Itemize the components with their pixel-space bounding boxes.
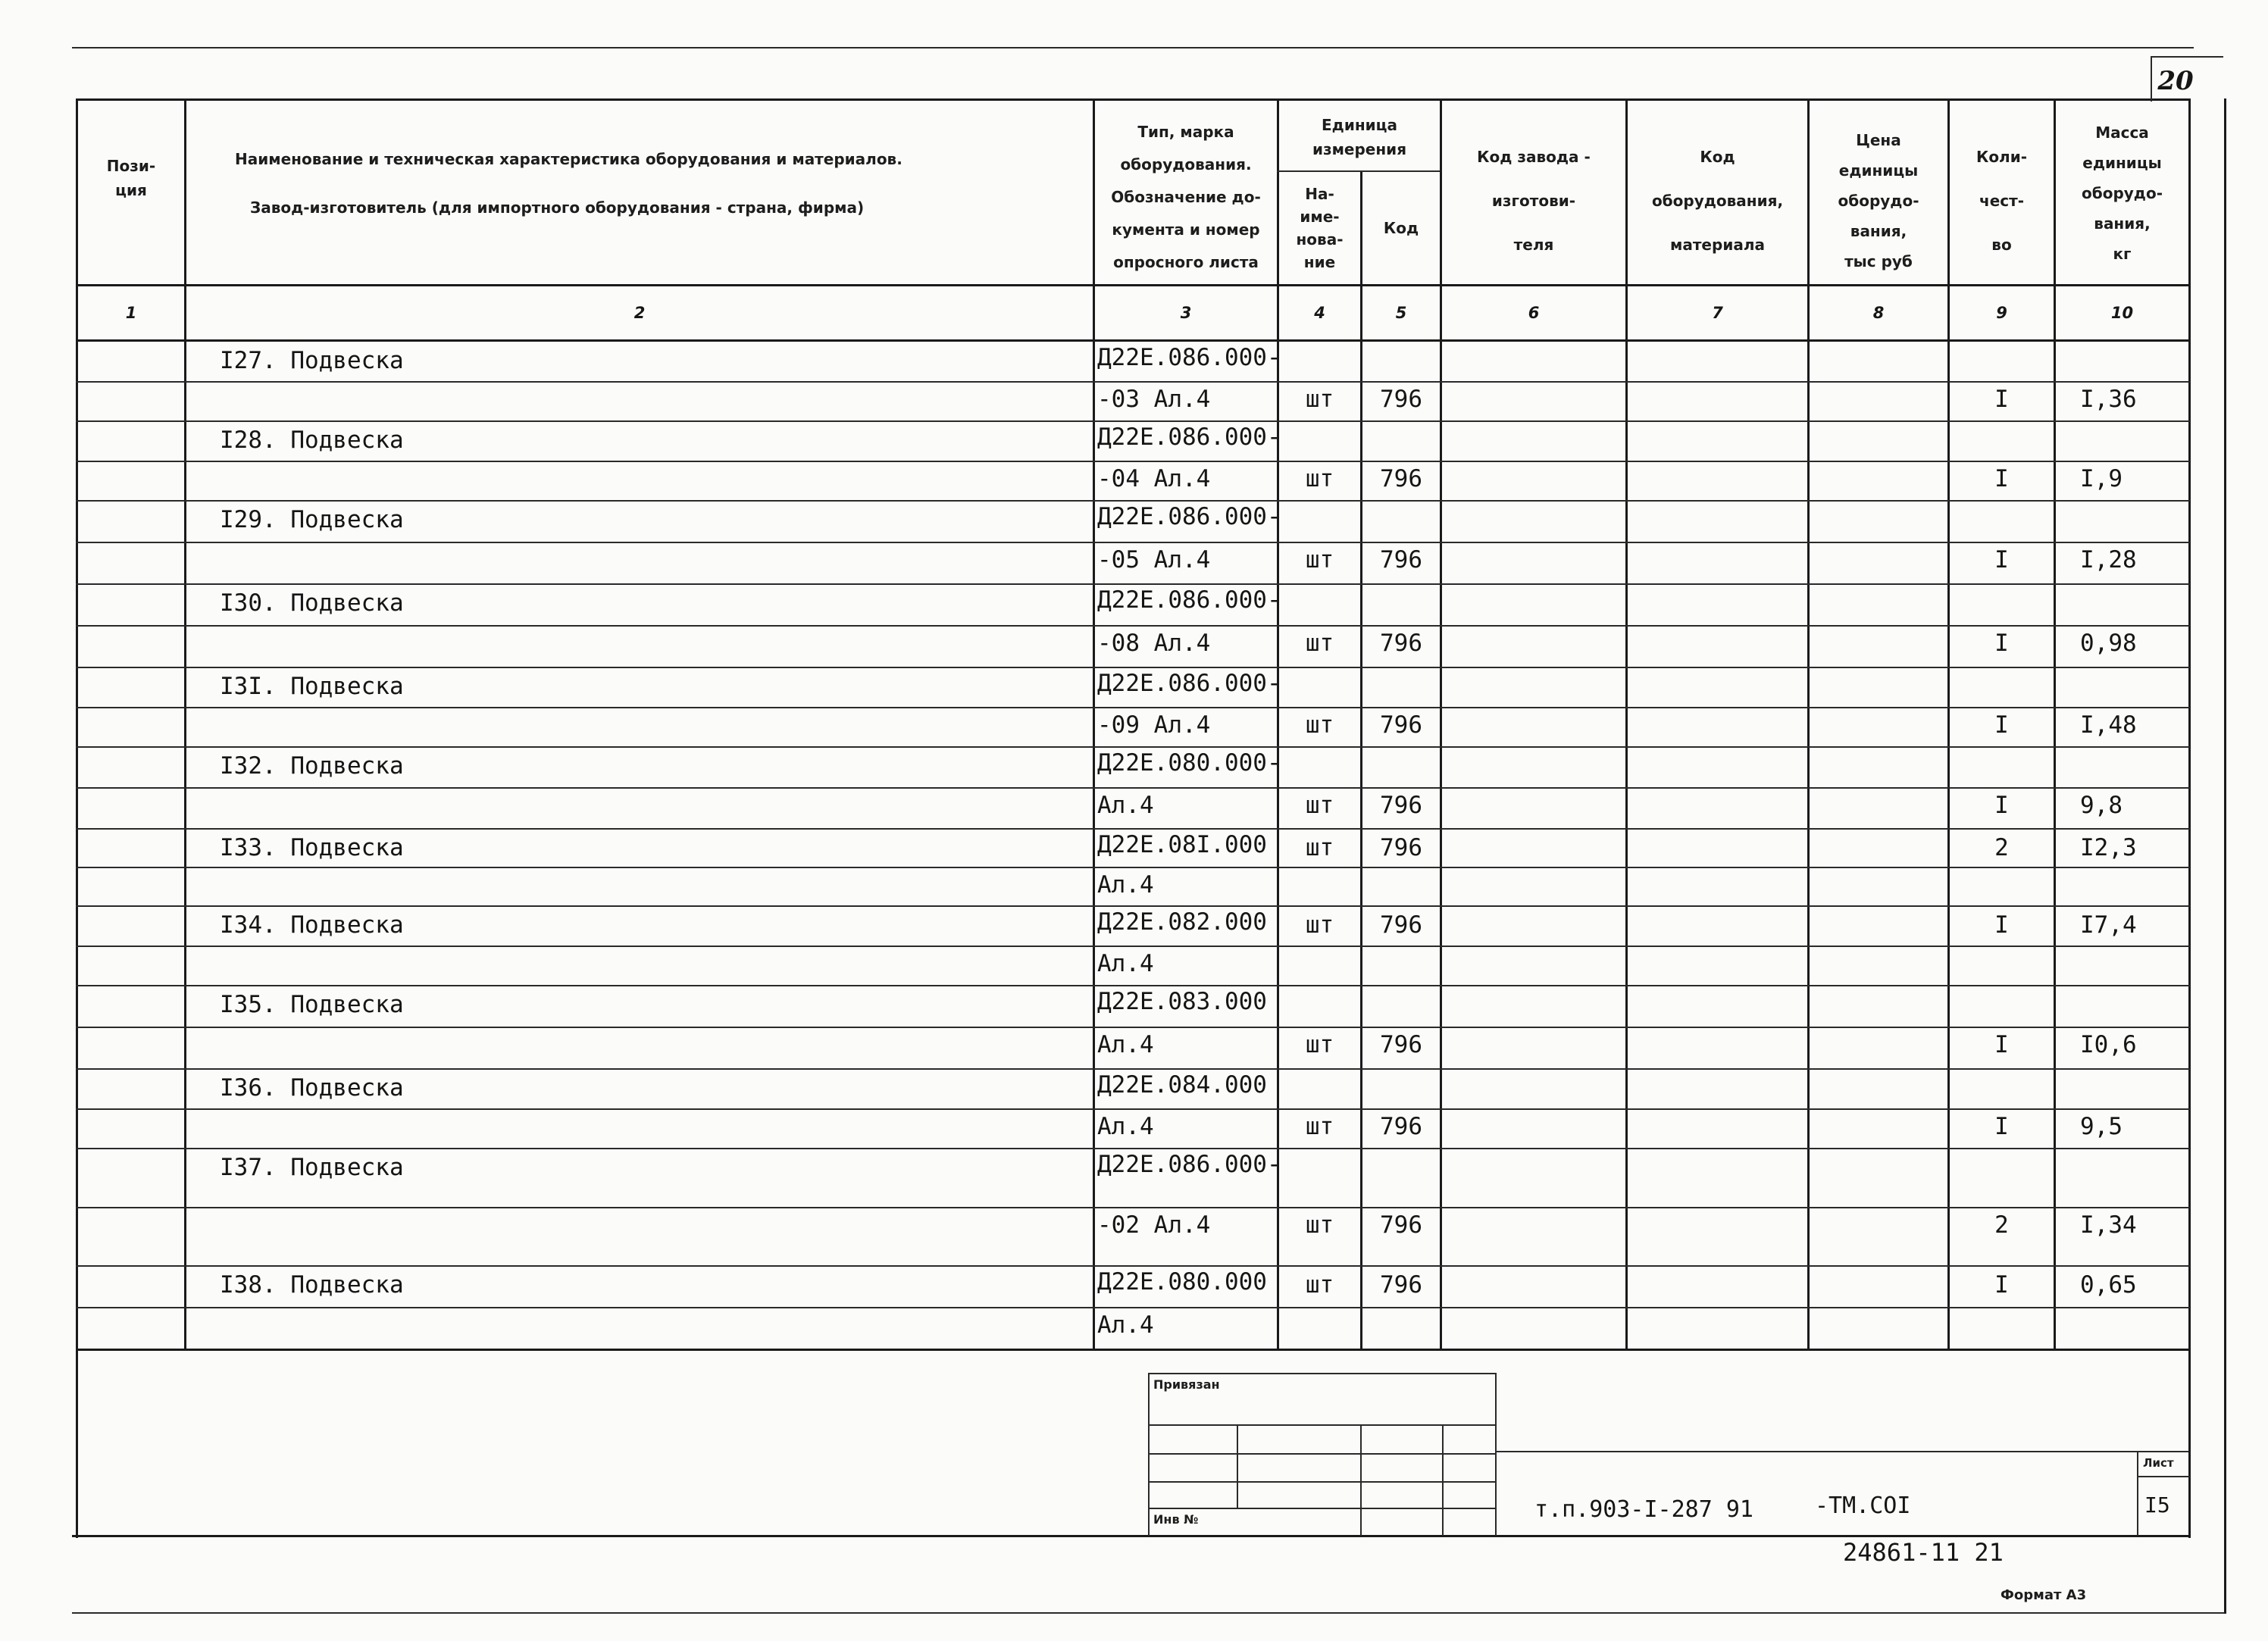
- item-quantity-bottom: I: [1994, 1031, 2009, 1058]
- item-name: I30. Подвеска: [220, 589, 404, 617]
- row-line: [76, 1068, 2190, 1070]
- row-mid-line: [76, 867, 2190, 868]
- item-quantity-bottom: I: [1994, 630, 2009, 657]
- unit-group-divider: [1277, 170, 1440, 172]
- item-quantity-bottom: I: [1994, 1113, 2009, 1140]
- title-block-top-line: [1495, 1451, 2188, 1452]
- row-mid-line: [76, 625, 2190, 627]
- item-code-bottom: 796: [1380, 1113, 1422, 1140]
- item-document-line2: Ал.4: [1097, 1113, 1154, 1140]
- list-label: Лист: [2143, 1456, 2174, 1470]
- row-mid-line: [76, 381, 2190, 383]
- item-quantity-bottom: I: [1994, 386, 2009, 413]
- header-unit-price: Цена единицы оборудо- вания, тыс руб: [1838, 131, 1919, 270]
- item-mass-bottom: 9,8: [2080, 792, 2123, 819]
- item-unit-bottom: шт: [1305, 711, 1334, 739]
- column-number-1: 1: [125, 304, 137, 322]
- item-document-line1: Д22Е.086.000-: [1097, 344, 1281, 371]
- item-unit-bottom: шт: [1305, 1211, 1334, 1239]
- item-code-top: 796: [1380, 834, 1422, 861]
- item-quantity-bottom: I: [1994, 792, 2009, 819]
- stamp-privyazan-label: Привязан: [1153, 1377, 1220, 1392]
- stamp-top-line: [1148, 1373, 1497, 1374]
- item-document-line2: Ал.4: [1097, 950, 1154, 977]
- item-document-line2: -05 Ал.4: [1097, 546, 1211, 574]
- document-code-right: -ТМ.СОI: [1815, 1493, 1911, 1519]
- column-number-10: 10: [2110, 304, 2134, 322]
- item-mass-top: I7,4: [2080, 911, 2137, 939]
- item-name: I27. Подвеска: [220, 347, 404, 374]
- page-bottom-line: [72, 1612, 2224, 1614]
- item-code-bottom: 796: [1380, 465, 1422, 492]
- row-mid-line: [76, 707, 2190, 708]
- header-factory-code: Код завода - изготови- теля: [1477, 148, 1591, 254]
- row-mid-line: [76, 1108, 2190, 1110]
- item-document-line1: Д22Е.082.000: [1097, 908, 1267, 936]
- table-bottom-border: [72, 1535, 2190, 1537]
- column-number-4: 4: [1314, 304, 1325, 322]
- item-code-top: 796: [1380, 1271, 1422, 1299]
- header-position: Пози- ция: [106, 157, 156, 199]
- document-code-left: т.п.903-I-287 91: [1534, 1496, 1753, 1523]
- sheet-number-box-left: [2151, 56, 2152, 102]
- header-quantity: Коли- чест- во: [1976, 148, 2028, 254]
- item-mass-bottom: I0,6: [2080, 1031, 2137, 1058]
- item-quantity-bottom: I: [1994, 465, 2009, 492]
- item-unit-top: шт: [1305, 1271, 1334, 1299]
- item-mass-top: 0,65: [2080, 1271, 2137, 1299]
- item-document-line2: Ал.4: [1097, 1031, 1154, 1058]
- list-box-divider: [2137, 1476, 2190, 1477]
- column-number-2: 2: [633, 304, 646, 322]
- stamp-col-3: [1442, 1424, 1444, 1536]
- item-mass-bottom: 9,5: [2080, 1113, 2123, 1140]
- row-line: [76, 746, 2190, 748]
- column-number-7: 7: [1712, 304, 1723, 322]
- item-name: I33. Подвеска: [220, 834, 404, 861]
- item-document-line1: Д22Е.08I.000: [1097, 831, 1267, 858]
- item-mass-bottom: I,28: [2080, 546, 2137, 574]
- item-name: I37. Подвеска: [220, 1154, 404, 1181]
- item-document-line2: Ал.4: [1097, 1311, 1154, 1339]
- table-body-bottom-line: [76, 1349, 2190, 1351]
- item-document-line2: Ал.4: [1097, 871, 1154, 899]
- item-document-line1: Д22Е.083.000: [1097, 988, 1267, 1015]
- row-mid-line: [76, 542, 2190, 543]
- item-code-bottom: 796: [1380, 1211, 1422, 1239]
- item-code-bottom: 796: [1380, 792, 1422, 819]
- row-line: [76, 500, 2190, 502]
- sheet-number: 20: [2157, 66, 2194, 96]
- sheet-number-box-top: [2151, 56, 2223, 58]
- stamp-row-line-4: [1148, 1508, 1497, 1509]
- top-border-line: [72, 47, 2194, 48]
- item-name: I32. Подвеска: [220, 752, 404, 780]
- column-number-5: 5: [1395, 304, 1407, 322]
- row-line: [76, 1148, 2190, 1149]
- item-quantity-top: 2: [1994, 834, 2009, 861]
- item-unit-top: шт: [1305, 834, 1334, 861]
- item-code-bottom: 796: [1380, 1031, 1422, 1058]
- item-code-top: 796: [1380, 911, 1422, 939]
- row-line: [76, 667, 2190, 668]
- stamp-row-line-2: [1148, 1453, 1497, 1455]
- row-line: [76, 905, 2190, 907]
- row-mid-line: [76, 461, 2190, 462]
- item-code-bottom: 796: [1380, 630, 1422, 657]
- item-document-line1: Д22Е.080.000: [1097, 1268, 1267, 1296]
- item-name: I35. Подвеска: [220, 991, 404, 1018]
- column-number-8: 8: [1872, 304, 1885, 322]
- header-equipment-code: Код оборудования, материала: [1651, 148, 1784, 254]
- item-unit-bottom: шт: [1305, 792, 1334, 819]
- stamp-inv-label: Инв №: [1153, 1512, 1199, 1527]
- item-unit-bottom: шт: [1305, 546, 1334, 574]
- outer-right-border: [2224, 98, 2226, 1614]
- item-mass-bottom: I,48: [2080, 711, 2137, 739]
- item-quantity-bottom: I: [1994, 711, 2009, 739]
- row-line: [76, 420, 2190, 422]
- item-document-line1: Д22Е.086.000-: [1097, 1151, 1281, 1178]
- row-mid-line: [76, 1307, 2190, 1308]
- column-number-3: 3: [1180, 304, 1192, 322]
- header-unit-group: Единица измерения: [1312, 116, 1407, 158]
- header-unit-name: На- име- нова- ние: [1296, 185, 1344, 271]
- row-mid-line: [76, 787, 2190, 789]
- item-document-line2: -02 Ал.4: [1097, 1211, 1211, 1239]
- item-unit-bottom: шт: [1305, 465, 1334, 492]
- column-number-6: 6: [1528, 304, 1540, 322]
- item-quantity-bottom: I: [1994, 546, 2009, 574]
- header-type-mark: Тип, марка оборудования. Обозначение до- кумента и номер опросного листа: [1111, 122, 1261, 271]
- item-name: I34. Подвеска: [220, 911, 404, 939]
- item-unit-bottom: шт: [1305, 630, 1334, 657]
- stamp-row-line-3: [1148, 1481, 1497, 1483]
- table-top-border: [76, 98, 2190, 101]
- item-code-bottom: 796: [1380, 711, 1422, 739]
- list-box-left: [2137, 1451, 2138, 1536]
- item-mass-top: I2,3: [2080, 834, 2137, 861]
- header-unit-code: Код: [1383, 219, 1419, 237]
- header-name-line2: Завод-изготовитель (для импортного оборудования - страна, фирма): [250, 198, 865, 217]
- item-document-line2: -04 Ал.4: [1097, 465, 1211, 492]
- header-unit-mass: Масса единицы оборудо- вания, кг: [2082, 123, 2163, 263]
- item-unit-top: шт: [1305, 911, 1334, 939]
- item-unit-bottom: шт: [1305, 1031, 1334, 1058]
- item-mass-bottom: 0,98: [2080, 630, 2137, 657]
- item-document-line2: Ал.4: [1097, 792, 1154, 819]
- item-name: I28. Подвеска: [220, 427, 404, 454]
- item-unit-bottom: шт: [1305, 1113, 1334, 1140]
- item-name: I3I. Подвеска: [220, 673, 404, 700]
- item-document-line2: -08 Ал.4: [1097, 630, 1211, 657]
- format-label: Формат А3: [2001, 1587, 2087, 1603]
- item-name: I29. Подвеска: [220, 506, 404, 533]
- row-line: [76, 985, 2190, 986]
- item-document-line1: Д22Е.086.000-: [1097, 424, 1281, 451]
- col-divider-4: [1360, 170, 1362, 1349]
- header-name-line1: Наименование и техническая характеристика оборудования и материалов.: [235, 150, 903, 168]
- item-document-line1: Д22Е.086.000-: [1097, 670, 1281, 697]
- item-quantity-bottom: 2: [1994, 1211, 2009, 1239]
- stamp-row-line-1: [1148, 1424, 1497, 1426]
- item-code-bottom: 796: [1380, 546, 1422, 574]
- item-quantity-top: I: [1994, 1271, 2009, 1299]
- item-document-line2: -09 Ал.4: [1097, 711, 1211, 739]
- item-name: I38. Подвеска: [220, 1271, 404, 1299]
- item-document-line1: Д22Е.084.000: [1097, 1071, 1267, 1099]
- table-right-border: [2188, 98, 2191, 1538]
- item-code-bottom: 796: [1380, 386, 1422, 413]
- stamp-col-2: [1360, 1424, 1362, 1536]
- row-mid-line: [76, 1027, 2190, 1028]
- item-mass-bottom: I,9: [2080, 465, 2123, 492]
- item-mass-bottom: I,34: [2080, 1211, 2137, 1239]
- item-quantity-top: I: [1994, 911, 2009, 939]
- row-mid-line: [76, 1207, 2190, 1208]
- item-document-line1: Д22Е.086.000-: [1097, 503, 1281, 530]
- item-mass-bottom: I,36: [2080, 386, 2137, 413]
- archive-number: 24861-11 21: [1843, 1538, 2004, 1567]
- item-unit-bottom: шт: [1305, 386, 1334, 413]
- item-name: I36. Подвеска: [220, 1074, 404, 1102]
- row-line: [76, 828, 2190, 830]
- list-value: I5: [2144, 1493, 2170, 1518]
- item-document-line1: Д22Е.080.000-: [1097, 749, 1281, 777]
- item-document-line2: -03 Ал.4: [1097, 386, 1211, 413]
- column-number-bottom-line: [76, 339, 2190, 342]
- row-line: [76, 1265, 2190, 1267]
- item-document-line1: Д22Е.086.000-: [1097, 586, 1281, 614]
- row-line: [76, 583, 2190, 585]
- column-number-9: 9: [1996, 304, 2007, 322]
- stamp-col-1: [1237, 1424, 1238, 1508]
- row-mid-line: [76, 946, 2190, 947]
